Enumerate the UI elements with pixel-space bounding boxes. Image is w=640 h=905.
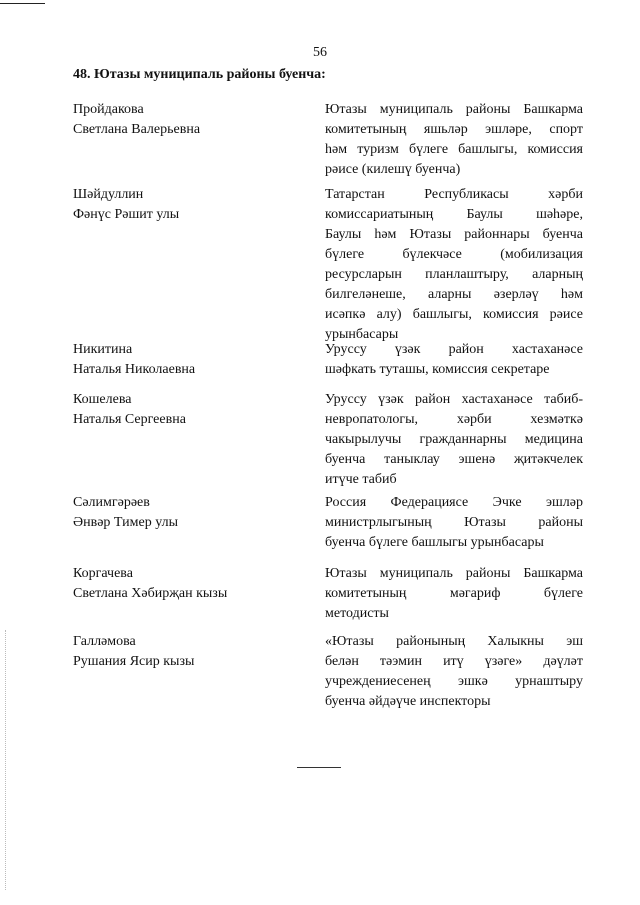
person-name (73, 340, 303, 380)
person-role (325, 390, 583, 490)
page-number: 56 (313, 45, 327, 60)
person-given-name: Наталья Николаевна (73, 362, 196, 377)
role-line: Уруссу үзәк район хастаханәсе табиб- (325, 392, 583, 407)
person-role (325, 564, 583, 624)
role-line: Баулы һәм Ютазы районнары буенча (325, 227, 583, 242)
role-line: рәисе (килешү буенча) (325, 162, 461, 177)
person-name (73, 185, 303, 225)
role-line: чакырылучы гражданнарны медицина (325, 432, 583, 447)
role-line: министрлыгының Ютазы районы (325, 515, 583, 530)
role-line: Россия Федерациясе Эчке эшләр (325, 495, 583, 510)
role-line: исәпкә алу) башлыгы, комиссия рәисе (325, 307, 583, 322)
person-name (73, 390, 303, 430)
person-name (73, 493, 303, 533)
person-given-name: Наталья Сергеевна (73, 412, 186, 427)
person-role (325, 185, 583, 345)
role-line: комиссариатының Баулы шәһәре, (325, 207, 583, 222)
person-role (325, 100, 583, 180)
role-line: невропатологы, хәрби хезмәткә (325, 412, 583, 427)
role-line: белән тәэмин итү үзәге» дәүләт (325, 654, 583, 669)
person-given-name: Рушания Ясир кызы (73, 654, 195, 669)
person-name (73, 632, 303, 672)
role-line: Татарстан Республикасы хәрби (325, 187, 583, 202)
role-line: һәм туризм бүлеге башлыгы, комиссия (325, 142, 583, 157)
role-line: буенча әйдәүче инспекторы (325, 694, 491, 709)
person-given-name: Светлана Хәбирҗан кызы (73, 586, 228, 601)
person-given-name: Фәнүс Рәшит улы (73, 207, 180, 222)
person-role (325, 340, 583, 380)
person-surname: Кошелева (73, 392, 132, 407)
person-given-name: Светлана Валерьевна (73, 122, 201, 137)
person-surname: Галләмова (73, 634, 136, 649)
person-surname: Пройдакова (73, 102, 144, 117)
role-line: буенча таныклау эшенә җитәкчелек (325, 452, 583, 467)
role-line: шәфкать туташы, комиссия секретаре (325, 362, 550, 377)
person-name (73, 100, 303, 140)
role-line: буенча бүлеге башлыгы урынбасары (325, 535, 544, 550)
role-line: билгеләнеше, аларны әзерләү һәм (325, 287, 583, 302)
person-surname: Никитина (73, 342, 133, 357)
role-line: методисты (325, 606, 389, 621)
person-surname: Шәйдуллин (73, 187, 144, 202)
role-line: комитетының мәгариф бүлеге (325, 586, 583, 601)
scan-margin-marks (5, 630, 7, 890)
person-surname: Коргачева (73, 566, 133, 581)
role-line: Уруссу үзәк район хастаханәсе (325, 342, 583, 357)
bottom-rule (297, 767, 341, 768)
person-given-name: Әнвәр Тимер улы (73, 515, 178, 530)
top-rule (0, 3, 45, 4)
role-line: Ютазы муниципаль районы Башкарма (325, 102, 583, 117)
role-line: Ютазы муниципаль районы Башкарма (325, 566, 583, 581)
role-line: бүлеге бүлекчәсе (мобилизация (325, 247, 583, 262)
role-line: учреждениесенең эшкә урнаштыру (325, 674, 583, 689)
person-surname: Сәлимгәрәев (73, 495, 150, 510)
person-role (325, 632, 583, 712)
role-line: ресурсларын планлаштыру, аларның (325, 267, 583, 282)
section-title: 48. Ютазы муниципаль районы буенча: (73, 67, 326, 82)
role-line: комитетының яшьләр эшләре, спорт (325, 122, 583, 137)
role-line: «Ютазы районының Халыкны эш (325, 634, 583, 649)
person-role (325, 493, 583, 553)
role-line: итүче табиб (325, 472, 397, 487)
role-line: урынбасары (325, 327, 399, 342)
person-name (73, 564, 303, 604)
